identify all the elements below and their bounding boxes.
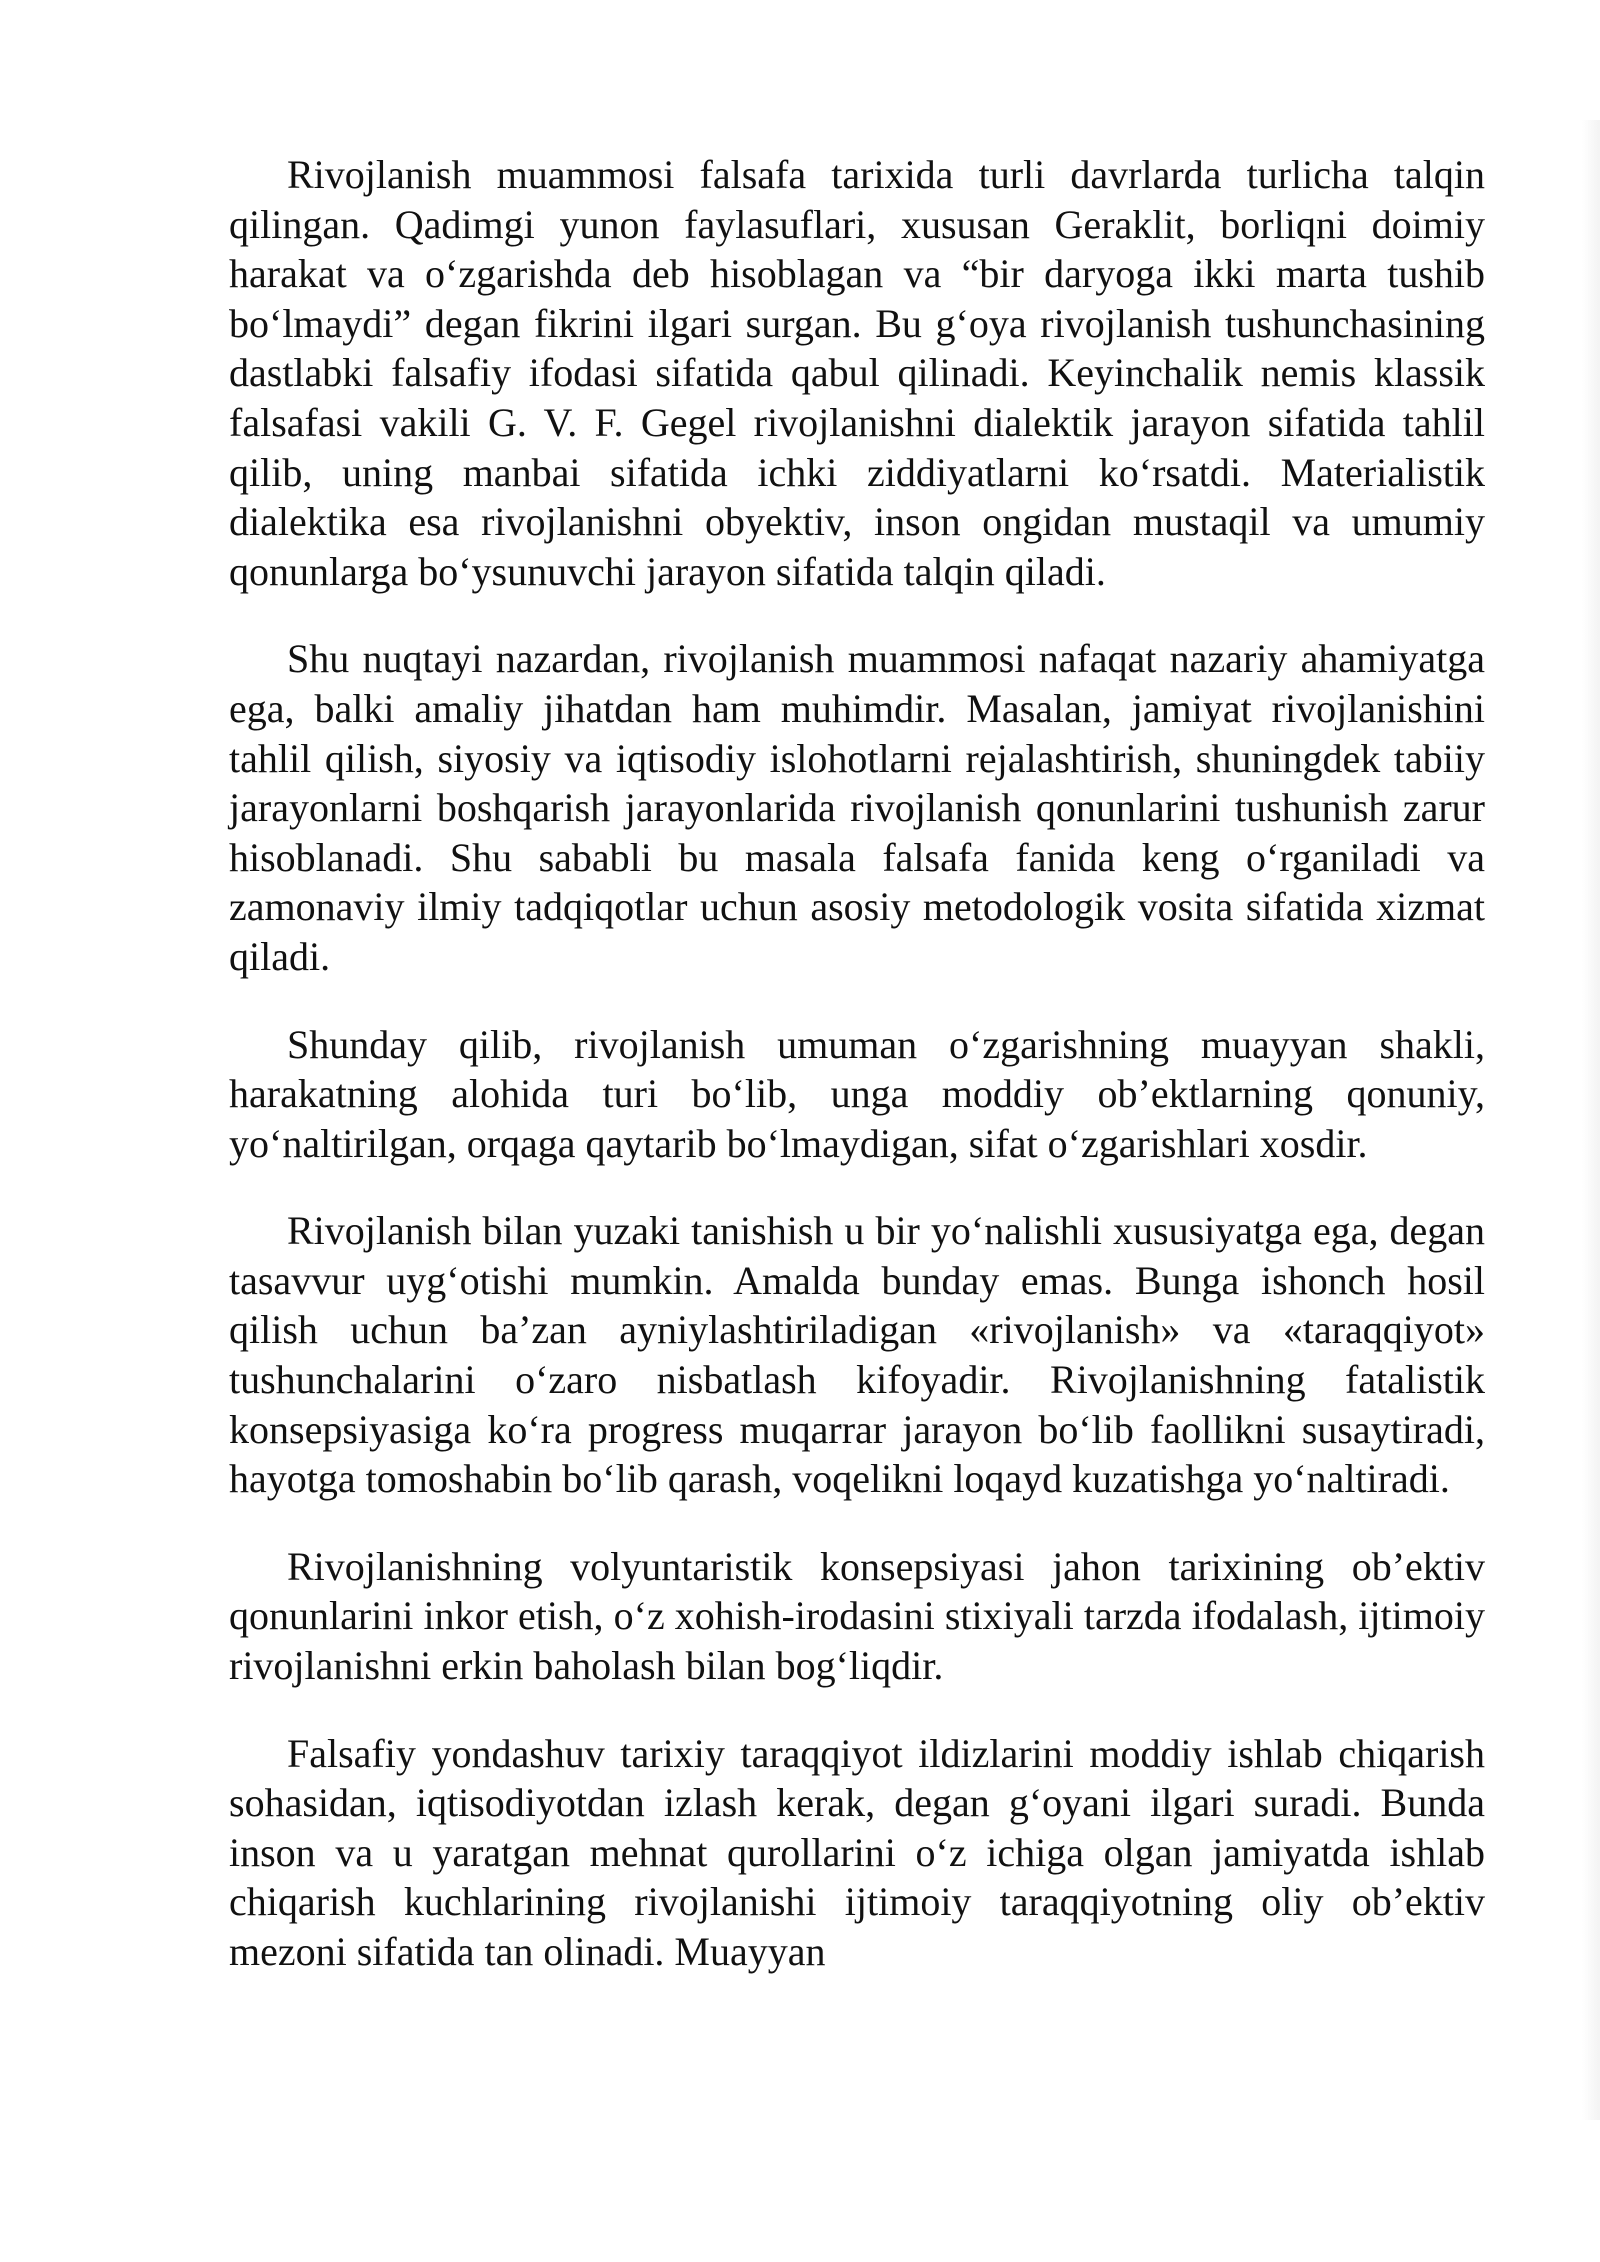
paragraph-definition: Shunday qilib, rivojlanish umuman o‘zgarishning muayyan shakli, harakatning alohida turi bo‘lib, unga moddiy ob’ektlarning qonuniy, yo‘naltirilgan, orqaga qaytarib bo‘lmaydigan, sifat o‘zgarishlari xosdir. — [229, 1021, 1485, 1166]
page-edge-shadow — [1582, 120, 1600, 2120]
paragraph-philosophical-approach: Falsafiy yondashuv tarixiy taraqqiyot ildizlarini moddiy ishlab chiqarish sohasidan, iqtisodiyotdan izlash kerak, degan g‘oyani ilgari suradi. Bunda inson va u yaratgan mehnat qurollarini o‘z ichiga olgan jamiyatda ishlab chiqarish kuchlarining rivojlanishi ijtimoiy taraqqiyotning oliy ob’ektiv mezoni sifatida tan olinadi. Muayyan — [229, 1730, 1485, 1974]
paragraph-practical-importance: Shu nuqtayi nazardan, rivojlanish muammosi nafaqat nazariy ahamiyatga ega, balki amaliy jihatdan ham muhimdir. Masalan, jamiyat rivojlanishini tahlil qilish, siyosiy va iqtisodiy islohotlarni rejalashtirish, shuningdek tabiiy jarayonlarni boshqarish jarayonlarida rivojlanish qonunlarini tushunish zarur hisoblanadi. Shu sababli bu masala falsafa fanida keng o‘rganiladi va zamonaviy ilmiy tadqiqotlar uchun asosiy metodologik vosita sifatida xizmat qiladi. — [229, 636, 1485, 979]
paragraph-fatalistic-concept: Rivojlanish bilan yuzaki tanishish u bir yo‘nalishli xususiyatga ega, degan tasavvur uyg‘otishi mumkin. Amalda bunday emas. Bunga ishonch hosil qilish uchun ba’zan ayniylashtiriladigan «rivojlanish» va «taraqqiyot» tushunchalarini o‘zaro nisbatlash kifoyadir. Rivojlanishning fatalistik konsepsiyasiga ko‘ra progress muqarrar jarayon bo‘lib faollikni susaytiradi, hayotga tomoshabin bo‘lib qarash, voqelikni loqayd kuzatishga yo‘naltiradi. — [229, 1208, 1485, 1502]
paragraph-voluntaristic-concept: Rivojlanishning volyuntaristik konsepsiyasi jahon tarixining ob’ektiv qonunlarini inkor etish, o‘z xohish-irodasini stixiyali tarzda ifodalash, ijtimoiy rivojlanishni erkin baholash bilan bog‘liqdir. — [229, 1543, 1485, 1689]
document-page — [229, 150, 1485, 1977]
paragraph-development-history: Rivojlanish muammosi falsafa tarixida turli davrlarda turlicha talqin qilingan. Qadimgi yunon faylasuflari, xususan Geraklit, borliqni doimiy harakat va o‘zgarishda deb hisoblagan va “bir daryoga ikki marta tushib bo‘lmaydi” degan fikrini ilgari surgan. Bu g‘oya rivojlanish tushunchasining dastlabki falsafiy ifodasi sifatida qabul qilinadi. Keyinchalik nemis klassik falsafasi vakili G. V. F. Gegel rivojlanishni dialektik jarayon sifatida tahlil qilib, uning manbai sifatida ichki ziddiyatlarni ko‘rsatdi. Materialistik dialektika esa rivojlanishni obyektiv, inson ongidan mustaqil va umumiy qonunlarga bo‘ysunuvchi jarayon sifatida talqin qiladi. — [229, 152, 1485, 594]
